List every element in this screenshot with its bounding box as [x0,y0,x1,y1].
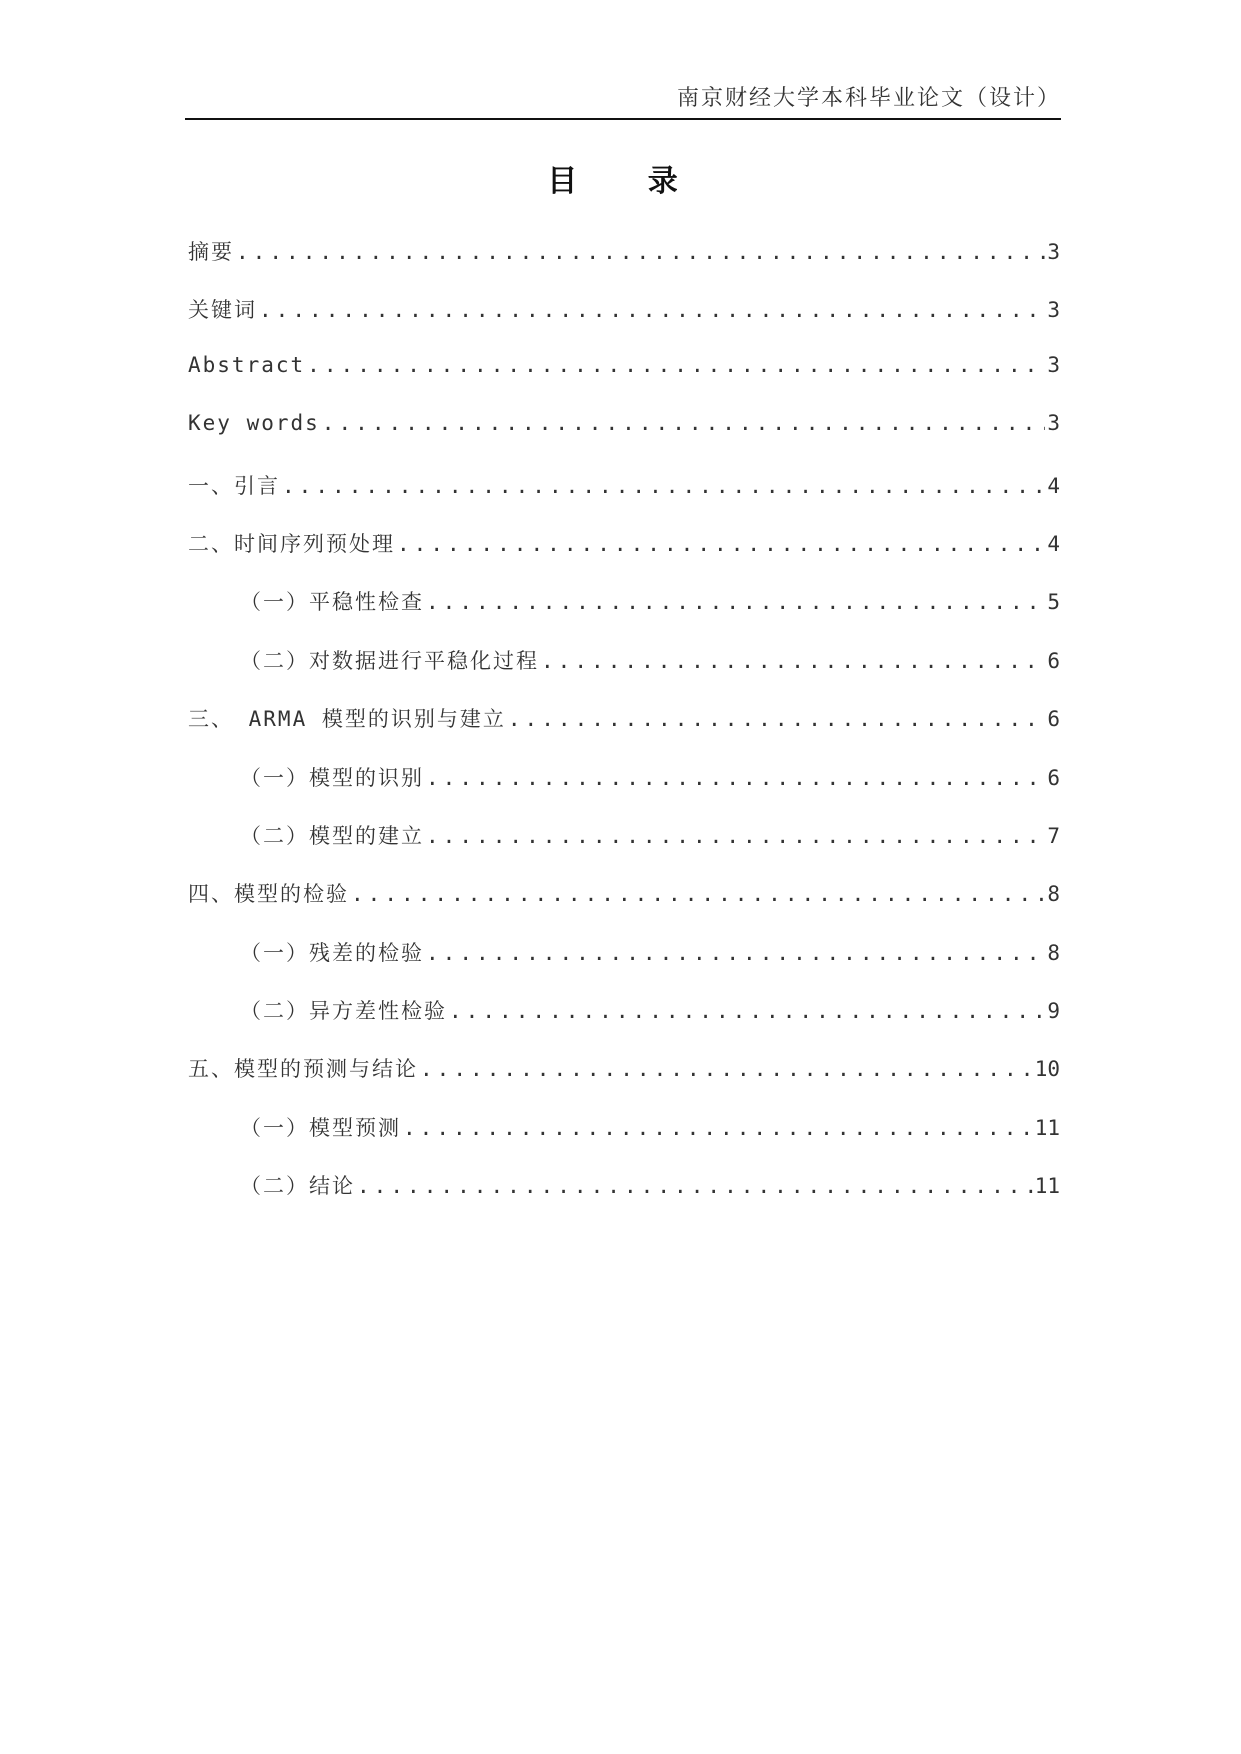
toc-entry-page: 6 [1047,648,1060,673]
toc-leader-dots [426,766,1045,790]
toc-entry-label: 四、模型的检验 [188,882,349,907]
header-text: 南京财经大学本科毕业论文（设计） [676,86,1061,111]
toc-leader-dots [351,882,1045,906]
toc-list [188,236,1060,1229]
toc-entry[interactable] [188,878,1060,936]
toc-leader-dots [426,590,1045,614]
toc-entry[interactable] [188,353,1060,411]
toc-entry-label: 二、时间序列预处理 [188,531,395,556]
toc-subentry[interactable] [188,995,1060,1053]
toc-entry-label: 三、 ARMA 模型的识别与建立 [188,707,506,732]
toc-entry-page: 4 [1047,531,1060,556]
toc-leader-dots [397,532,1045,556]
toc-entry-page: 3 [1047,352,1060,377]
toc-entry-page: 5 [1047,590,1060,615]
toc-entry-page: 7 [1047,823,1060,848]
toc-entry-label: 一、引言 [188,473,280,498]
toc-entry-page: 6 [1047,765,1060,790]
toc-entry[interactable] [188,1053,1060,1111]
toc-entry-label: （二）异方差性检验 [240,999,447,1024]
toc-entry[interactable] [188,528,1060,586]
toc-entry-label: （二）对数据进行平稳化过程 [240,648,539,673]
toc-leader-dots [307,353,1045,377]
toc-entry-label: （一）残差的检验 [240,940,424,965]
toc-leader-dots [426,824,1045,848]
toc-subentry[interactable] [188,586,1060,644]
toc-entry[interactable] [188,236,1060,294]
toc-leader-dots [259,298,1045,322]
toc-entry-label: 五、模型的预测与结论 [188,1057,418,1082]
toc-entry-label: Abstract [188,352,306,377]
toc-entry[interactable] [188,411,1060,469]
toc-entry-page: 10 [1034,1057,1060,1082]
toc-leader-dots [449,999,1045,1023]
toc-entry-label: 摘要 [188,240,234,264]
toc-leader-dots [420,1057,1033,1081]
toc-leader-dots [541,649,1045,673]
toc-entry-page: 8 [1047,882,1060,907]
page-header [185,84,1061,120]
toc-entry-page: 3 [1047,298,1060,323]
toc-entry-page: 3 [1047,411,1060,436]
toc-entry-page: 11 [1034,1174,1060,1199]
toc-entry-page: 9 [1047,999,1060,1024]
toc-entry[interactable] [188,294,1060,352]
toc-leader-dots [236,240,1045,264]
toc-leader-dots [322,411,1046,435]
toc-entry[interactable] [188,470,1060,528]
toc-entry-page: 3 [1047,240,1060,264]
toc-title: 目 录 [547,164,708,199]
toc-leader-dots [357,1174,1033,1198]
toc-leader-dots [403,1116,1033,1140]
toc-subentry[interactable] [188,820,1060,878]
toc-subentry[interactable] [188,937,1060,995]
toc-entry[interactable] [188,703,1060,761]
toc-entry-page: 4 [1047,473,1060,498]
toc-entry-page: 6 [1047,707,1060,732]
toc-entry-label: （二）模型的建立 [240,823,424,848]
toc-entry-page: 8 [1047,940,1060,965]
toc-entry-label: Key words [188,411,320,436]
toc-entry-page: 11 [1034,1115,1060,1140]
toc-entry-label: （一）模型的识别 [240,765,424,790]
toc-entry-label: 关键词 [188,298,257,323]
toc-entry-label: （二）结论 [240,1174,355,1199]
toc-subentry[interactable] [188,1112,1060,1170]
toc-subentry[interactable] [188,645,1060,703]
toc-entry-label: （一）模型预测 [240,1115,401,1140]
toc-subentry[interactable] [188,1170,1060,1228]
toc-leader-dots [282,474,1045,498]
toc-subentry[interactable] [188,762,1060,820]
toc-entry-label: （一）平稳性检查 [240,590,424,615]
toc-leader-dots [426,941,1045,965]
toc-leader-dots [508,707,1045,731]
